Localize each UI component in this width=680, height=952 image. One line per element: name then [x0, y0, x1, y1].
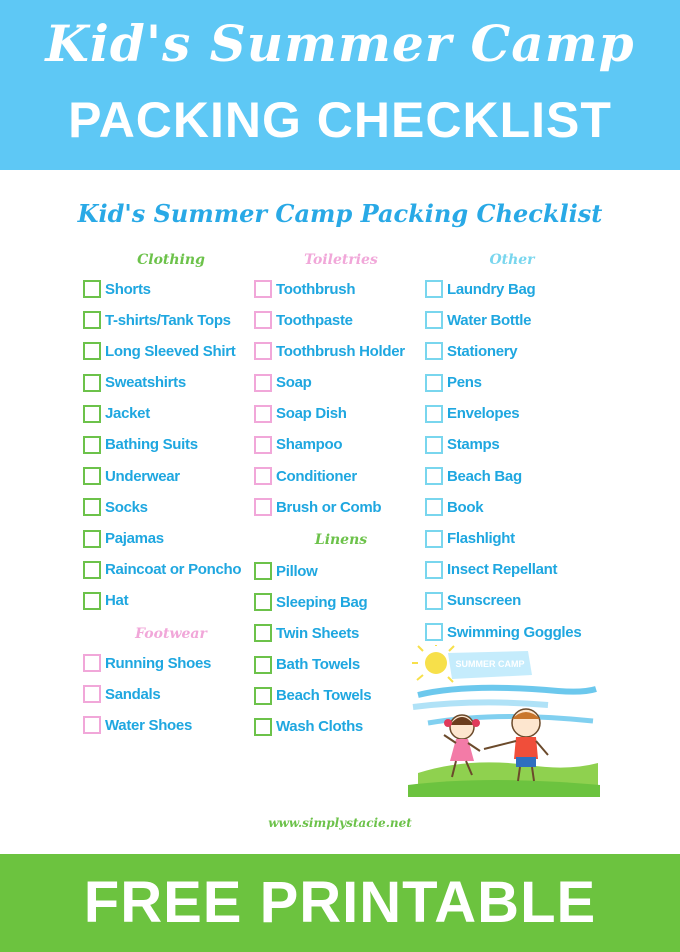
checkbox[interactable] — [425, 405, 443, 423]
checklist-item — [425, 496, 581, 518]
checkbox[interactable] — [425, 311, 443, 329]
checklist-item — [425, 278, 581, 300]
bottom-banner — [0, 854, 680, 952]
checkbox[interactable] — [254, 342, 272, 360]
footwear-heading: Footwear — [135, 626, 207, 642]
checklist-item-label: Soap Dish — [276, 405, 347, 423]
checklist-item-label: Shorts — [105, 280, 151, 298]
checklist-item-label: Insect Repellant — [447, 561, 558, 579]
summer-camp-illustration — [408, 645, 600, 797]
page-subtitle: PACKING CHECKLIST — [68, 92, 612, 148]
checkbox[interactable] — [83, 374, 101, 392]
toiletries-list — [254, 278, 405, 528]
checklist-item — [254, 622, 371, 644]
checkbox[interactable] — [254, 467, 272, 485]
checklist-item — [425, 340, 581, 362]
checklist-item — [83, 278, 241, 300]
checklist-title: Kid's Summer Camp Packing Checklist — [77, 199, 603, 228]
checkbox[interactable] — [254, 280, 272, 298]
checklist-item — [83, 496, 241, 518]
checkbox[interactable] — [425, 436, 443, 454]
checkbox[interactable] — [83, 561, 101, 579]
checklist-item — [254, 591, 371, 613]
checkbox[interactable] — [425, 280, 443, 298]
free-printable-label: FREE PRINTABLE — [83, 870, 597, 935]
checkbox[interactable] — [254, 624, 272, 642]
checkbox[interactable] — [254, 656, 272, 674]
checkbox[interactable] — [83, 311, 101, 329]
checkbox[interactable] — [83, 716, 101, 734]
checklist-item — [425, 590, 581, 612]
checklist-item-label: Underwear — [105, 467, 180, 485]
checklist-item — [254, 278, 405, 300]
checkbox[interactable] — [254, 562, 272, 580]
checklist-item — [83, 528, 241, 550]
checkbox[interactable] — [425, 467, 443, 485]
checklist-item-label: Wash Cloths — [276, 718, 363, 736]
checklist-item-label: Bath Towels — [276, 656, 360, 674]
checklist-item — [425, 372, 581, 394]
checklist-item-label: Pillow — [276, 562, 318, 580]
checkbox[interactable] — [83, 280, 101, 298]
checklist-item-label: Water Bottle — [447, 311, 532, 329]
checkbox[interactable] — [254, 687, 272, 705]
checklist-item — [83, 340, 241, 362]
checklist-item — [254, 372, 405, 394]
website-url: www.simplystacie.net — [268, 816, 412, 830]
checklist-item — [83, 309, 241, 331]
checklist-item-label: Beach Towels — [276, 687, 372, 705]
checklist-item — [254, 654, 371, 676]
checklist-item — [83, 559, 241, 581]
toiletries-heading: Toiletries — [304, 252, 378, 268]
checklist-item-label: Sweatshirts — [105, 374, 186, 392]
checkbox[interactable] — [425, 342, 443, 360]
checklist-item — [254, 309, 405, 331]
clothing-list — [83, 278, 241, 621]
checklist-item — [254, 685, 371, 707]
checklist-item-label: Socks — [105, 498, 148, 516]
checklist-item-label: Raincoat or Poncho — [105, 561, 242, 579]
checklist-item — [254, 465, 405, 487]
other-list — [425, 278, 581, 652]
checklist-item-label: Water Shoes — [105, 716, 193, 734]
checklist-item-label: Swimming Goggles — [447, 623, 582, 641]
checklist-item-label: Conditioner — [276, 467, 357, 485]
checklist-item — [254, 716, 371, 738]
checklist-item — [425, 559, 581, 581]
checklist-item — [83, 714, 211, 736]
other-heading: Other — [489, 252, 535, 268]
checklist-item-label: Shampoo — [276, 436, 343, 454]
checkbox[interactable] — [425, 498, 443, 516]
checklist-item — [425, 465, 581, 487]
checkbox[interactable] — [254, 593, 272, 611]
checklist-item-label: Sandals — [105, 685, 161, 703]
checklist-item-label: T-shirts/Tank Tops — [105, 311, 231, 329]
checkbox[interactable] — [83, 654, 101, 672]
checklist-item-label: Envelopes — [447, 405, 520, 423]
checklist-item-label: Hat — [105, 592, 129, 610]
checkbox[interactable] — [254, 311, 272, 329]
checkbox[interactable] — [254, 405, 272, 423]
checklist-item — [425, 528, 581, 550]
checkbox[interactable] — [254, 718, 272, 736]
checklist-item-label: Soap — [276, 374, 312, 392]
checklist-item — [254, 496, 405, 518]
checklist-item-label: Sunscreen — [447, 592, 521, 610]
checkbox[interactable] — [83, 342, 101, 360]
checklist-item-label: Laundry Bag — [447, 280, 536, 298]
checklist-item — [83, 683, 211, 705]
checkbox[interactable] — [83, 530, 101, 548]
checklist-item-label: Bathing Suits — [105, 436, 198, 454]
checkbox[interactable] — [83, 592, 101, 610]
checklist-item-label: Stamps — [447, 436, 500, 454]
clothing-heading: Clothing — [137, 252, 205, 268]
checklist-item-label: Toothpaste — [276, 311, 353, 329]
checklist-item-label: Toothbrush Holder — [276, 342, 405, 360]
checklist-item — [83, 372, 241, 394]
checklist-item-label: Toothbrush — [276, 280, 356, 298]
checkbox[interactable] — [254, 374, 272, 392]
checklist-item-label: Sleeping Bag — [276, 593, 368, 611]
checklist-item — [83, 590, 241, 612]
checklist-item-label: Jacket — [105, 405, 150, 423]
checklist-item — [254, 434, 405, 456]
checkbox[interactable] — [83, 498, 101, 516]
checklist-item — [425, 434, 581, 456]
checkbox[interactable] — [83, 685, 101, 703]
footwear-list — [83, 652, 211, 746]
checkbox[interactable] — [254, 498, 272, 516]
linens-list — [254, 560, 371, 747]
checklist-item-label: Twin Sheets — [276, 624, 360, 642]
checkbox[interactable] — [83, 467, 101, 485]
checklist-item — [425, 621, 581, 643]
checklist-item — [425, 309, 581, 331]
checklist-item — [83, 652, 211, 674]
top-banner — [0, 0, 680, 170]
checkbox[interactable] — [83, 405, 101, 423]
illustration-sign-text: SUMMER CAMP — [455, 659, 525, 669]
checklist-item-label: Running Shoes — [105, 654, 212, 672]
checklist-item — [83, 434, 241, 456]
checklist-item-label: Book — [447, 498, 484, 516]
checklist-item-label: Stationery — [447, 342, 518, 360]
linens-heading: Linens — [314, 532, 368, 548]
checklist-item-label: Brush or Comb — [276, 498, 382, 516]
checklist-item — [425, 403, 581, 425]
checkbox[interactable] — [254, 436, 272, 454]
checklist-item — [83, 403, 241, 425]
page-title: Kid's Summer Camp — [45, 14, 635, 73]
checkbox[interactable] — [425, 592, 443, 610]
checklist-item-label: Long Sleeved Shirt — [105, 342, 236, 360]
checklist-item-label: Beach Bag — [447, 467, 522, 485]
checklist-item — [83, 465, 241, 487]
checklist-item — [254, 560, 371, 582]
checklist-item-label: Pajamas — [105, 530, 164, 547]
checklist-item-label: Pens — [447, 374, 482, 392]
checklist-item-label: Flashlight — [447, 530, 515, 547]
checklist-item — [254, 403, 405, 425]
checkbox[interactable] — [83, 436, 101, 454]
checkbox[interactable] — [425, 374, 443, 392]
checklist-item — [254, 340, 405, 362]
checkbox[interactable] — [425, 530, 443, 548]
checkbox[interactable] — [425, 561, 443, 579]
checkbox[interactable] — [425, 623, 443, 641]
